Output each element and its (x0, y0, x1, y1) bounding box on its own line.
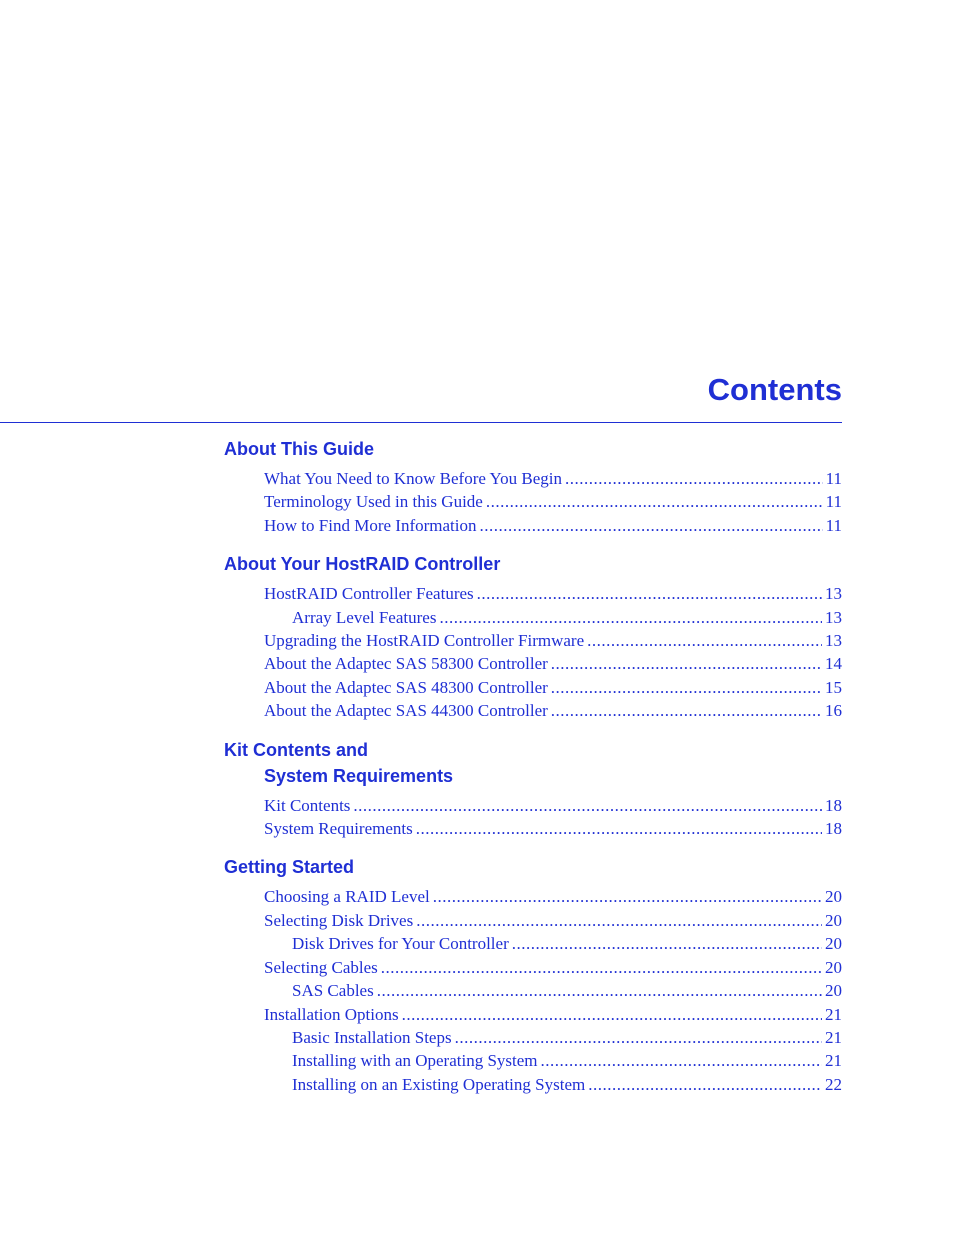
toc-entry[interactable] (224, 676, 842, 699)
toc-entry-label: Selecting Cables (264, 957, 378, 977)
toc-entry[interactable] (224, 956, 842, 979)
dot-leader (377, 979, 822, 1002)
toc-entry-page: 20 (825, 910, 842, 930)
toc-entry-page: 18 (825, 795, 842, 815)
toc-entry-label: About the Adaptec SAS 48300 Controller (264, 677, 548, 697)
toc-entry[interactable] (224, 699, 842, 722)
toc-entry-label: Disk Drives for Your Controller (292, 934, 509, 954)
toc-entry-label: What You Need to Know Before You Begin (264, 469, 562, 488)
dot-leader (402, 1003, 822, 1026)
section-heading[interactable] (224, 436, 842, 462)
toc-entry[interactable] (224, 1073, 842, 1096)
toc-entry-page: 13 (825, 607, 842, 627)
toc-entry[interactable] (224, 885, 842, 908)
toc-entry-page: 20 (825, 934, 842, 954)
toc-entry[interactable] (224, 932, 842, 955)
toc-entry-page: 20 (825, 981, 842, 1001)
toc-entry[interactable] (224, 606, 842, 629)
dot-leader (551, 676, 822, 699)
section-heading-text: Getting Started (224, 857, 355, 878)
dot-leader (416, 817, 822, 840)
toc-entry-label: Upgrading the HostRAID Controller Firmware (264, 631, 585, 651)
section-heading-text: System Requirements (264, 765, 454, 786)
dot-leader (433, 885, 822, 908)
dot-leader (455, 1026, 822, 1049)
toc-entry[interactable] (224, 1026, 842, 1049)
toc-entry-page: 20 (825, 957, 842, 977)
section-heading-text: Kit Contents and (224, 739, 368, 760)
dot-leader (551, 652, 822, 675)
toc-entry[interactable] (224, 514, 842, 537)
toc-entry-page: 13 (825, 584, 842, 604)
toc-entry-label: Basic Installation Steps (292, 1027, 452, 1047)
toc-entry[interactable] (224, 1049, 842, 1072)
toc-entry-label: Selecting Disk Drives (264, 910, 414, 930)
toc-entry-page: 13 (825, 631, 842, 651)
toc-entry[interactable] (224, 794, 842, 817)
dot-leader (565, 467, 823, 490)
section-heading[interactable] (224, 551, 842, 577)
dot-leader (416, 909, 822, 932)
section-heading[interactable] (224, 737, 842, 789)
dot-leader (381, 956, 822, 979)
toc-entry-label: Kit Contents (264, 795, 351, 815)
toc-entry-page: 14 (825, 654, 842, 674)
table-of-contents (224, 436, 842, 1110)
dot-leader (353, 794, 822, 817)
toc-entry-label: System Requirements (264, 819, 413, 839)
toc-section-getting-started (224, 854, 842, 1096)
section-heading-text: About Your HostRAID Controller (224, 554, 501, 575)
toc-entry[interactable] (224, 490, 842, 513)
toc-entry-label: Choosing a RAID Level (264, 887, 430, 907)
toc-entry-label: Installing with an Operating System (292, 1051, 538, 1071)
toc-entry-page: 20 (825, 887, 842, 907)
toc-entry[interactable] (224, 979, 842, 1002)
dot-leader (587, 629, 822, 652)
toc-entry-label: Installing on an Existing Operating System (292, 1074, 586, 1094)
toc-entry[interactable] (224, 629, 842, 652)
dot-leader (512, 932, 822, 955)
toc-entry-label: SAS Cables (292, 981, 374, 1001)
toc-entry[interactable] (224, 1003, 842, 1026)
toc-entry-page: 11 (825, 515, 842, 535)
toc-entry-label: Terminology Used in this Guide (264, 492, 483, 512)
toc-entry[interactable] (224, 817, 842, 840)
toc-entry-label: How to Find More Information (264, 515, 477, 535)
toc-entry[interactable] (224, 582, 842, 605)
toc-entry[interactable] (224, 467, 842, 490)
dot-leader (541, 1049, 822, 1072)
toc-entry-label: Array Level Features (292, 607, 437, 627)
toc-entry-label: About the Adaptec SAS 58300 Controller (264, 654, 548, 674)
section-heading-text: About This Guide (224, 439, 374, 459)
dot-leader (551, 699, 822, 722)
toc-section-about-this-guide (224, 436, 842, 537)
dot-leader (439, 606, 822, 629)
toc-section-kit-contents (224, 737, 842, 841)
toc-entry-page: 11 (825, 469, 842, 488)
toc-entry-page: 16 (825, 701, 842, 721)
toc-entry[interactable] (224, 909, 842, 932)
section-heading[interactable] (224, 854, 842, 880)
toc-entry-page: 18 (825, 819, 842, 839)
toc-entry-page: 11 (825, 492, 842, 512)
toc-entry-page: 21 (825, 1027, 842, 1047)
toc-entry-page: 21 (825, 1004, 842, 1024)
toc-entry[interactable] (224, 652, 842, 675)
title-rule (0, 422, 842, 423)
toc-section-about-your-hostraid-controller (224, 551, 842, 722)
dot-leader (479, 514, 822, 537)
dot-leader (486, 490, 823, 513)
toc-entry-label: About the Adaptec SAS 44300 Controller (264, 701, 548, 721)
toc-entry-page: 22 (825, 1074, 842, 1094)
toc-entry-page: 15 (825, 677, 842, 697)
dot-leader (477, 582, 822, 605)
dot-leader (588, 1073, 822, 1096)
page-title: Contents (707, 372, 842, 407)
toc-entry-page: 21 (825, 1051, 842, 1071)
toc-entry-label: HostRAID Controller Features (264, 584, 474, 604)
toc-entry-label: Installation Options (264, 1004, 399, 1024)
